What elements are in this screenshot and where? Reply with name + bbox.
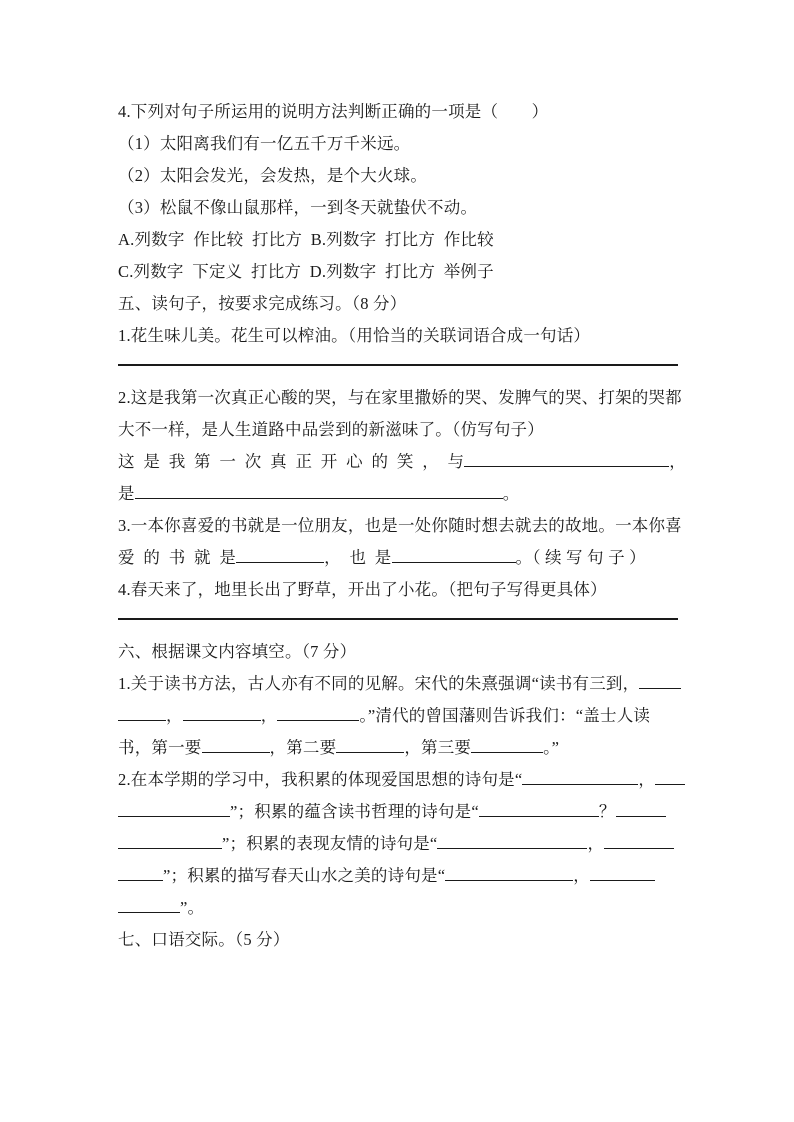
blank-underline [118, 800, 230, 818]
text-run: （2）太阳会发光，会发热，是个大火球。 [118, 166, 428, 185]
text-run: （3）松鼠不像山鼠那样，一到冬天就蛰伏不动。 [118, 198, 478, 217]
blank-underline [236, 546, 324, 564]
q4-sentence-1 [118, 128, 678, 160]
s5-q3-line2 [118, 542, 678, 574]
blank-underline [277, 704, 359, 722]
text-run: 五、读句子，按要求完成练习。（8 分） [118, 294, 407, 313]
blank-underline [616, 800, 666, 818]
text-run: 4.春天来了，地里长出了野草，开出了小花。（把句子写得更具体） [118, 580, 607, 599]
text-run: 这 是 我 第 一 次 真 正 开 心 的 笑 ， 与 [118, 452, 465, 471]
text-run: （1）太阳离我们有一亿五千万千米远。 [118, 134, 411, 153]
blank-underline [464, 450, 669, 468]
blank-underline [479, 800, 599, 818]
text-run: 。”清代的曾国藩则告诉我们：“盖士人读 [359, 706, 651, 725]
q4-options-ab [118, 224, 678, 256]
blank-underline [336, 736, 404, 754]
text-run: 。 [502, 484, 520, 503]
document-body [118, 96, 686, 956]
text-run: ， [260, 706, 278, 725]
s6-q1-line3 [118, 732, 678, 764]
s5-q2-answer-line2 [118, 478, 678, 510]
blank-underline [445, 864, 573, 882]
text-run: 七、口语交际。（5 分） [118, 930, 290, 949]
text-run: ”；积累的蕴含读书哲理的诗句是“ [230, 802, 479, 821]
s6-q1-line1 [118, 668, 678, 700]
text-run: 。（ 续 写 句 子 ） [515, 548, 646, 567]
text-run: 1.花生味儿美。花生可以榨油。（用恰当的关联词语合成一句话） [118, 326, 591, 345]
blank-underline [118, 864, 163, 882]
blank-underline [604, 832, 674, 850]
blank-underline [471, 736, 543, 754]
blank-underline [392, 546, 516, 564]
blank-underline [118, 704, 166, 722]
section-6-heading [118, 636, 678, 668]
text-run: 。” [543, 738, 560, 757]
blank-underline [118, 896, 180, 914]
text-run: ？ [598, 802, 616, 821]
text-run: 是 [118, 484, 135, 503]
s6-q1-line2 [118, 700, 678, 732]
blank-underline [202, 736, 270, 754]
q4-sentence-3 [118, 192, 678, 224]
text-run: ， [573, 866, 590, 885]
blank-underline [522, 768, 638, 786]
s5-q4-answer-rule [118, 606, 678, 620]
blank-underline [639, 672, 681, 690]
text-run: ， [166, 706, 183, 725]
text-run: ， [669, 452, 686, 471]
text-run: ，第二要 [269, 738, 337, 757]
text-run: 爱 的 书 就 是 [118, 548, 237, 567]
q4-stem [118, 96, 678, 128]
text-run: 1.关于读书方法，古人亦有不同的见解。宋代的朱熹强调“读书有三到， [118, 674, 640, 693]
blank-underline [135, 482, 503, 500]
s6-q2-line4 [118, 860, 678, 892]
blank-underline [183, 704, 261, 722]
text-run: ， [638, 770, 656, 789]
s6-q2-line3 [118, 828, 678, 860]
text-run: 2.在本学期的学习中，我积累的体现爱国思想的诗句是“ [118, 770, 523, 789]
s5-q1 [118, 320, 678, 352]
s5-q3-line1 [118, 510, 682, 542]
text-run: ， 也 是 [324, 548, 392, 567]
blank-underline [118, 832, 222, 850]
text-run: 书，第一要 [118, 738, 202, 757]
s6-q2-line5 [118, 892, 678, 924]
text-run: 六、根据课文内容填空。（7 分） [118, 642, 357, 661]
text-run: ， [587, 834, 605, 853]
blank-underline [590, 864, 655, 882]
section-7-heading [118, 924, 678, 956]
text-run: 2.这是我第一次真正心酸的哭，与在家里撒娇的哭、发脾气的哭、打架的哭都 [118, 388, 682, 407]
blank-underline [655, 768, 685, 786]
text-run: A.列数字 作比较 打比方 B.列数字 打比方 作比较 [118, 230, 494, 249]
text-run: 3.一本你喜爱的书就是一位朋友，也是一处你随时想去就去的故地。一本你喜 [118, 516, 682, 535]
q4-sentence-2 [118, 160, 678, 192]
text-run: 4.下列对句子所运用的说明方法判断正确的一项是（ ） [118, 102, 549, 121]
text-run: ，第三要 [404, 738, 472, 757]
s6-q2-line2 [118, 796, 678, 828]
text-run: ”。 [180, 898, 205, 917]
s5-q2-answer-line1 [118, 446, 686, 478]
s5-q2-line2 [118, 414, 678, 446]
s5-q1-answer-rule [118, 352, 678, 366]
text-run: ”；积累的表现友情的诗句是“ [222, 834, 438, 853]
blank-underline [437, 832, 587, 850]
text-run: ”；积累的描写春天山水之美的诗句是“ [163, 866, 446, 885]
text-run: C.列数字 下定义 打比方 D.列数字 打比方 举例子 [118, 262, 494, 281]
s6-q2-line1 [118, 764, 678, 796]
text-run: 大不一样，是人生道路中品尝到的新滋味了。（仿写句子） [118, 420, 544, 439]
s5-q4 [118, 574, 678, 606]
q4-options-cd [118, 256, 678, 288]
s5-q2-line1 [118, 382, 682, 414]
section-5-heading [118, 288, 678, 320]
